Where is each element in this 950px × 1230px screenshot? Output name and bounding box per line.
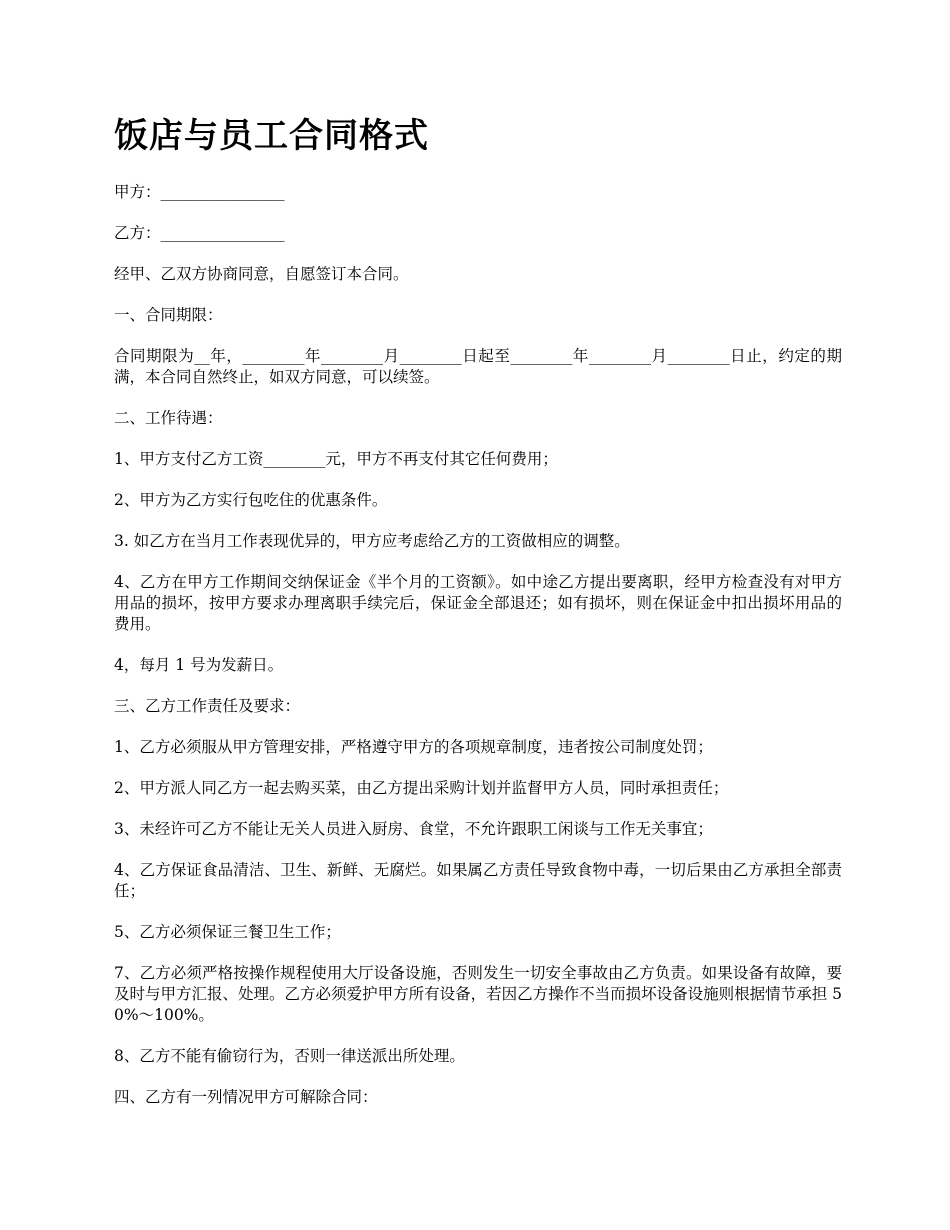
document-page xyxy=(114,112,842,1128)
section-heading-termination: 四、乙方有一列情况甲方可解除合同： xyxy=(114,1088,378,1106)
duties-clause-1: 1、乙方必须服从甲方管理安排，严格遵守甲方的各项规章制度，违者按公司制度处罚； xyxy=(114,738,713,756)
duties-clause-8: 8、乙方不能有偷窃行为，否则一律送派出所处理。 xyxy=(114,1047,465,1065)
document-title: 饭店与员工合同格式 xyxy=(114,116,429,156)
compensation-clause-2: 2、甲方为乙方实行包吃住的优惠条件。 xyxy=(114,491,388,509)
section-heading-compensation: 二、工作待遇： xyxy=(114,409,223,427)
compensation-clause-4: 4、乙方在甲方工作期间交纳保证金《半个月的工资额》。如中途乙方提出要离职，经甲方检查没有对甲方用品的损坏，按甲方要求办理离职手续完后，保证金全部退还；如有损坏，则在保证金中扣出损坏用品的费用。 xyxy=(114,573,842,633)
section-heading-duties: 三、乙方工作责任及要求： xyxy=(114,697,301,715)
duties-clause-3: 3、未经许可乙方不能让无关人员进入厨房、食堂，不允许跟职工闲谈与工作无关事宜； xyxy=(114,820,713,838)
duties-clause-4: 4、乙方保证食品清洁、卫生、新鲜、无腐烂。如果属乙方责任导致食物中毒，一切后果由乙方承担全部责任； xyxy=(114,861,842,900)
compensation-clause-1: 1、甲方支付乙方工资________元，甲方不再支付其它任何费用； xyxy=(114,450,558,468)
duties-clause-5: 5、乙方必须保证三餐卫生工作； xyxy=(114,923,341,941)
compensation-clause-3: 3. 如乙方在当月工作表现优异的，甲方应考虑给乙方的工资做相应的调整。 xyxy=(114,532,630,550)
party-a-line: 甲方：________________ xyxy=(114,183,285,201)
compensation-clause-5: 4，每月 1 号为发薪日。 xyxy=(114,656,284,674)
duties-clause-7: 7、乙方必须严格按操作规程使用大厅设备设施，否则发生一切安全事故由乙方负责。如果设备有故障，要及时与甲方汇报、处理。乙方必须爱护甲方所有设备，若因乙方操作不当而损坏设备设施则根据情节承担 50%～100%。 xyxy=(114,964,842,1024)
term-clause: 合同期限为__年，________年________月________日起至________年________月________日止，约定的期满，本合同自然终止，如双方同意，可以续签。 xyxy=(114,347,842,386)
section-heading-term: 一、合同期限： xyxy=(114,306,223,324)
duties-clause-2: 2、甲方派人同乙方一起去购买菜，由乙方提出采购计划并监督甲方人员，同时承担责任； xyxy=(114,779,729,797)
party-b-line: 乙方：________________ xyxy=(114,224,285,242)
agreement-intro: 经甲、乙双方协商同意，自愿签订本合同。 xyxy=(114,265,409,283)
